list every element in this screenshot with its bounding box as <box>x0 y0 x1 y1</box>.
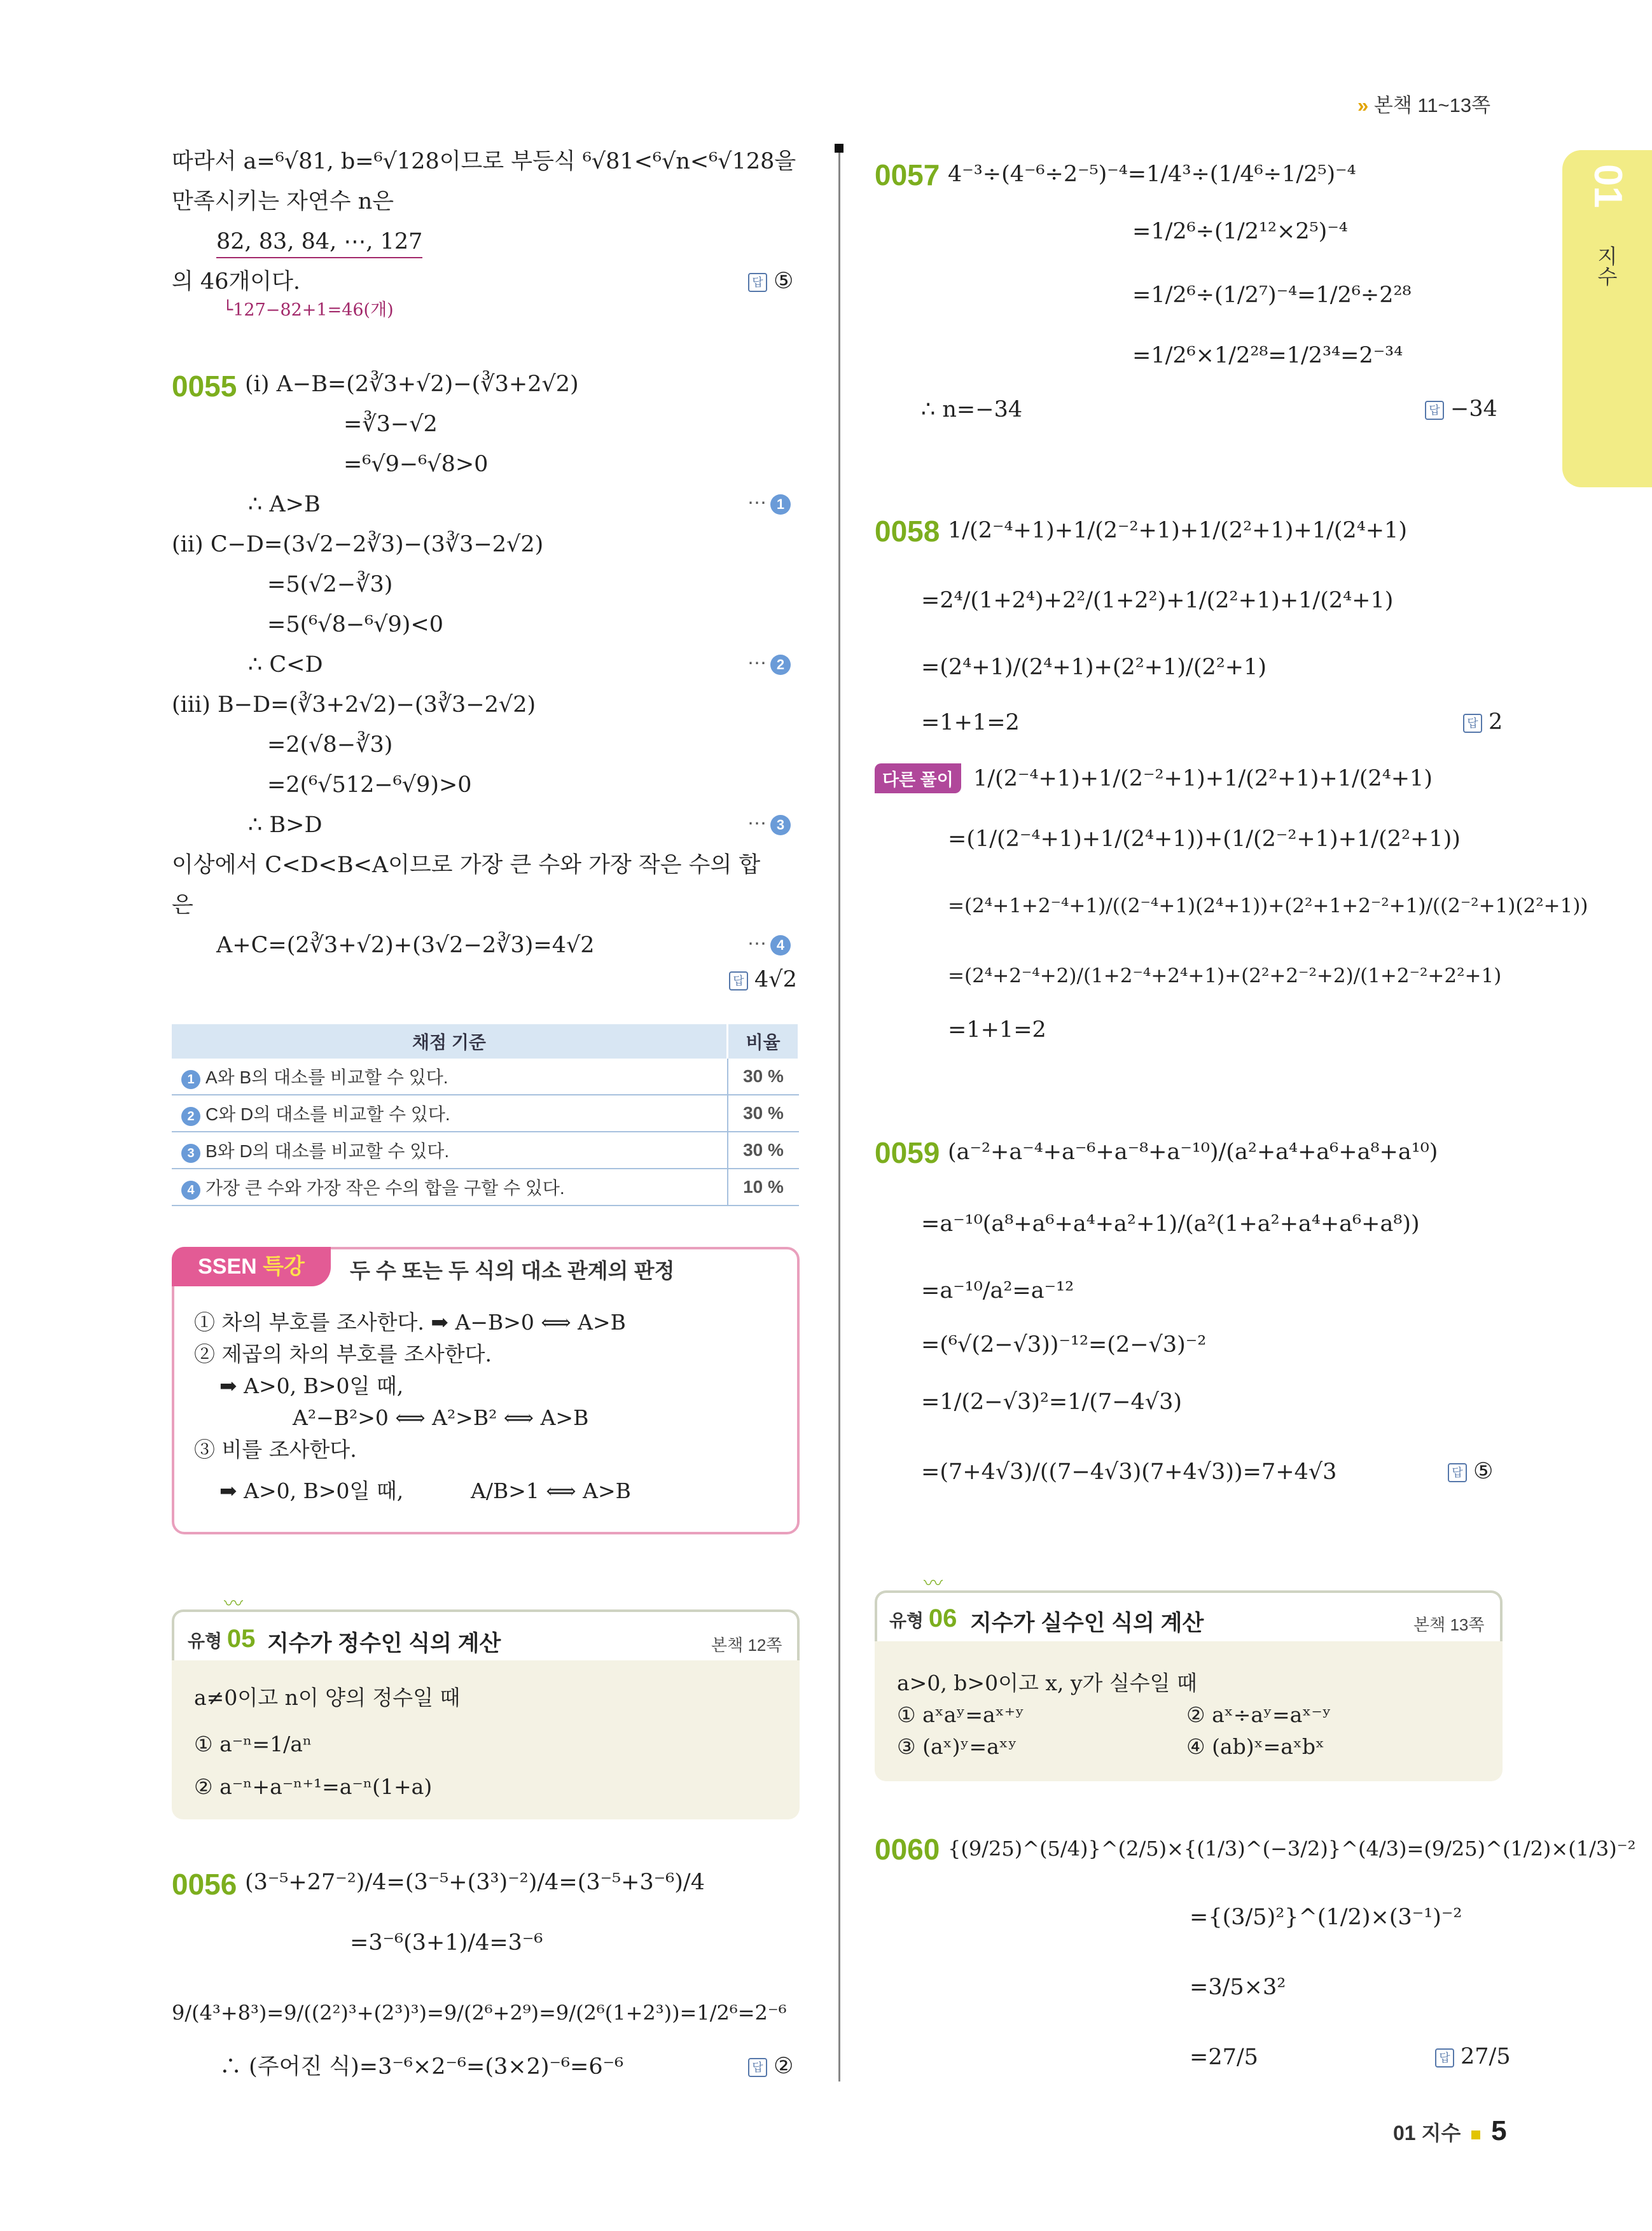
criteria-cell: 2 C와 D의 대소를 비교할 수 있다. <box>172 1095 728 1132</box>
intro-answer <box>748 268 793 294</box>
chapter-tab-label: 지수 <box>1595 246 1618 286</box>
type06-title: 지수가 실수인 식의 계산 <box>970 1611 1204 1636</box>
p0056-line-3: 9/(4³+8³)=9/((2²)³+(2³)³)=9/(2⁶+2⁹)=9/(2⁶(1+2³))=1/2⁶=2⁻⁶ <box>172 2001 787 2025</box>
criteria-cell: 3 B와 D의 대소를 비교할 수 있다. <box>172 1132 728 1169</box>
type05-title: 지수가 정수인 식의 계산 <box>267 1631 501 1656</box>
intro-line-1: 따라서 a=⁶√81, b=⁶√128이므로 부등식 ⁶√81<⁶√n<⁶√128을 <box>172 149 796 174</box>
step-marker-4: ⋯ 4 <box>747 933 791 956</box>
p0057-answer <box>1425 396 1497 422</box>
criteria-header: 채점 기준 <box>172 1024 728 1059</box>
answer-icon: 답 <box>1463 714 1482 733</box>
criteria-cell: 1 A와 B의 대소를 비교할 수 있다. <box>172 1059 728 1095</box>
type06-line-2: ① aˣaʸ=aˣ⁺ʸ <box>897 1702 1025 1727</box>
p0058-line-1: 1/(2⁻⁴+1)+1/(2⁻²+1)+1/(2²+1)+1/(2⁴+1) <box>948 518 1407 543</box>
p0058-line-4: =1+1=2 <box>921 710 1020 735</box>
problem-number-0057: 0057 <box>875 158 940 191</box>
problem-number-0059: 0059 <box>875 1136 940 1169</box>
p0057-line-2: =1/2⁶÷(1/2¹²×2⁵)⁻⁴ <box>1132 219 1348 244</box>
type06-ref: 본책 13쪽 <box>1413 1615 1485 1634</box>
criteria-cell: 4 가장 큰 수와 가장 작은 수의 합을 구할 수 있다. <box>172 1169 728 1206</box>
p0057-line-1: 4⁻³÷(4⁻⁶÷2⁻⁵)⁻⁴=1/4³÷(1/4⁶÷1/2⁵)⁻⁴ <box>948 162 1356 187</box>
type06-line-3: ② aˣ÷aʸ=aˣ⁻ʸ <box>1186 1702 1331 1727</box>
ratio-cell: 30 % <box>728 1132 799 1169</box>
p0060-line-4: =27/5 <box>1190 2045 1258 2070</box>
p0057-line-5: ∴ n=−34 <box>921 397 1023 422</box>
p0058-alt-line-3: =(2⁴+1+2⁻⁴+1)/((2⁻⁴+1)(2⁴+1))+(2²+1+2⁻²+1)/((2⁻²+1)(2²+1)) <box>948 894 1588 917</box>
problem-number-0058: 0058 <box>875 515 940 548</box>
type06-line-4: ③ (aˣ)ʸ=aˣʸ <box>897 1734 1017 1759</box>
table-row <box>172 1095 799 1132</box>
p0060-line-3: =3/5×3² <box>1190 1975 1286 2000</box>
ssen-badge-label: 특강 <box>263 1255 305 1279</box>
p0056-answer-value: ② <box>774 2054 794 2079</box>
p0059-line-2: =a⁻¹⁰(a⁸+a⁶+a⁴+a²+1)/(a²(1+a²+a⁴+a⁶+a⁸)) <box>921 1211 1420 1237</box>
table-row <box>172 1059 799 1095</box>
chapter-tab-number: 01 <box>1586 164 1630 208</box>
page-footer <box>1393 2115 1507 2147</box>
p0059-line-1: (a⁻²+a⁻⁴+a⁻⁶+a⁻⁸+a⁻¹⁰)/(a²+a⁴+a⁶+a⁸+a¹⁰) <box>948 1139 1438 1165</box>
type05-label: 유형 05 <box>188 1625 256 1653</box>
p0055-line-6: =5(√2−∛3) <box>267 572 393 597</box>
footer-chapter: 01 지수 <box>1393 2122 1461 2144</box>
p0055-line-2: =∛3−√2 <box>344 412 438 437</box>
page-number: 5 <box>1491 2115 1507 2146</box>
ssen-title: 두 수 또는 두 식의 대소 관계의 판정 <box>350 1259 675 1282</box>
intro-line-2: 만족시키는 자연수 n은 <box>172 189 394 214</box>
intro-note: └127−82+1=46(개) <box>223 300 394 320</box>
problem-number-0056: 0056 <box>172 1868 237 1901</box>
p0055-line-7: =5(⁶√8−⁶√9)<0 <box>267 612 444 637</box>
p0059-answer <box>1448 1459 1493 1484</box>
p0055-line-3: =⁶√9−⁶√8>0 <box>344 452 489 477</box>
ssen-line-6: ➡ A>0, B>0일 때, <box>219 1478 404 1503</box>
ssen-line-1: ① 차의 부호를 조사한다. ➡ A−B>0 ⟺ A>B <box>194 1310 626 1335</box>
type05-ref: 본책 12쪽 <box>711 1636 782 1655</box>
p0055-line-9: (iii) B−D=(∛3+2√2)−(3∛3−2√2) <box>172 692 536 718</box>
p0058-answer-value: 2 <box>1489 709 1503 735</box>
ssen-line-5: ③ 비를 조사한다. <box>194 1437 357 1462</box>
p0060-line-2: ={(3/5)²}^(1/2)×(3⁻¹)⁻² <box>1190 1905 1462 1930</box>
p0058-line-3: =(2⁴+1)/(2⁴+1)+(2²+1)/(2²+1) <box>921 655 1267 680</box>
p0058-line-2: =2⁴/(1+2⁴)+2²/(1+2²)+1/(2²+1)+1/(2⁴+1) <box>921 588 1394 613</box>
page-ref-text: 본책 11~13쪽 <box>1373 94 1491 116</box>
p0055-line-11: =2(⁶√512−⁶√9)>0 <box>267 772 472 798</box>
ratio-header: 비율 <box>728 1024 799 1059</box>
step-marker-3: ⋯ 3 <box>747 812 791 835</box>
p0057-line-4: =1/2⁶×1/2²⁸=1/2³⁴=2⁻³⁴ <box>1132 343 1403 368</box>
type05-number: 05 <box>226 1625 256 1653</box>
p0056-answer <box>748 2054 793 2079</box>
type06-number: 06 <box>928 1604 957 1632</box>
column-divider-cap <box>835 144 843 153</box>
p0058-alt-line-1: 1/(2⁻⁴+1)+1/(2⁻²+1)+1/(2²+1)+1/(2⁴+1) <box>973 766 1433 791</box>
p0056-line-4: ∴ (주어진 식)=3⁻⁶×2⁻⁶=(3×2)⁻⁶=6⁻⁶ <box>219 2054 624 2080</box>
chapter-tab[interactable] <box>1562 150 1652 487</box>
step-marker-1: ⋯ 1 <box>747 492 791 515</box>
scoring-criteria-table <box>172 1024 800 1206</box>
intro-line-4: 의 46개이다. <box>172 269 301 295</box>
problem-number-0055: 0055 <box>172 370 237 403</box>
ssen-line-6b: A/B>1 ⟺ A>B <box>471 1478 631 1503</box>
ratio-cell: 30 % <box>728 1059 799 1095</box>
intro-answer-value: ⑤ <box>774 268 794 294</box>
p0059-line-3: =a⁻¹⁰/a²=a⁻¹² <box>921 1278 1074 1303</box>
square-bullet-icon <box>1471 2130 1480 2139</box>
step-marker-2: ⋯ 2 <box>747 652 791 675</box>
p0056-line-2: =3⁻⁶(3+1)/4=3⁻⁶ <box>350 1930 543 1956</box>
p0059-line-4: =(⁶√(2−√3))⁻¹²=(2−√3)⁻² <box>921 1332 1207 1358</box>
problem-number-0060: 0060 <box>875 1833 940 1866</box>
p0055-line-8: ∴ C<D <box>248 652 323 678</box>
table-row <box>172 1132 799 1169</box>
p0055-line-12: ∴ B>D <box>248 812 323 838</box>
page-ref <box>1357 89 1490 118</box>
p0060-line-1: {(9/25)^(5/4)}^(2/5)×{(1/3)^(−3/2)}^(4/3)=(9/25)^(1/2)×(1/3)⁻² <box>948 1837 1636 1861</box>
p0055-line-14: 은 <box>172 893 193 918</box>
p0059-line-6: =(7+4√3)/((7−4√3)(7+4√3))=7+4√3 <box>921 1459 1337 1485</box>
answer-icon: 답 <box>729 971 748 990</box>
ssen-line-3: ➡ A>0, B>0일 때, <box>219 1373 404 1398</box>
p0055-answer-value: 4√2 <box>754 967 797 992</box>
p0058-alt-line-2: =(1/(2⁻⁴+1)+1/(2⁴+1))+(1/(2⁻²+1)+1/(2²+1)) <box>948 826 1461 852</box>
column-divider <box>838 145 840 2082</box>
p0059-answer-value: ⑤ <box>1473 1459 1494 1484</box>
p0055-line-1: (i) A−B=(2∛3+√2)−(∛3+2√2) <box>245 372 579 397</box>
p0060-answer <box>1435 2044 1511 2069</box>
ssen-badge-text: SSEN <box>198 1255 257 1279</box>
answer-icon: 답 <box>1448 1463 1467 1482</box>
answer-icon: 답 <box>748 2058 767 2077</box>
wave-icon: 〰 <box>924 1573 943 1595</box>
p0058-answer <box>1463 709 1503 735</box>
alternative-solution-badge: 다른 풀이 <box>875 763 961 793</box>
type05-line-2: ① a⁻ⁿ=1/aⁿ <box>194 1732 312 1756</box>
type06-line-1: a>0, b>0이고 x, y가 실수일 때 <box>897 1671 1197 1695</box>
p0058-alt-line-4: =(2⁴+2⁻⁴+2)/(1+2⁻⁴+2⁴+1)+(2²+2⁻²+2)/(1+2⁻²+2²+1) <box>948 964 1502 987</box>
p0055-line-15: A+C=(2∛3+√2)+(3√2−2∛3)=4√2 <box>216 933 595 958</box>
p0059-line-5: =1/(2−√3)²=1/(7−4√3) <box>921 1389 1183 1415</box>
table-row <box>172 1169 799 1206</box>
type05-line-1: a≠0이고 n이 양의 정수일 때 <box>194 1685 461 1710</box>
p0055-line-13: 이상에서 C<D<B<A이므로 가장 큰 수와 가장 작은 수의 합 <box>172 852 761 878</box>
criteria-header-row <box>172 1024 799 1059</box>
ssen-line-4: A²−B²>0 ⟺ A²>B² ⟺ A>B <box>293 1405 589 1430</box>
p0056-line-1: (3⁻⁵+27⁻²)/4=(3⁻⁵+(3³)⁻²)/4=(3⁻⁵+3⁻⁶)/4 <box>245 1870 705 1895</box>
p0057-line-3: =1/2⁶÷(1/2⁷)⁻⁴=1/2⁶÷2²⁸ <box>1132 282 1412 308</box>
intro-line-3: 82, 83, 84, ⋯, 127 <box>216 226 422 258</box>
wave-icon: 〰 <box>224 1593 243 1615</box>
p0057-answer-value: −34 <box>1450 396 1497 422</box>
double-chevron-icon: » <box>1357 94 1369 116</box>
type05-line-3: ② a⁻ⁿ+a⁻ⁿ⁺¹=a⁻ⁿ(1+a) <box>194 1774 433 1799</box>
ratio-cell: 30 % <box>728 1095 799 1132</box>
ssen-badge <box>172 1247 331 1286</box>
answer-icon: 답 <box>1425 401 1444 420</box>
p0060-answer-value: 27/5 <box>1461 2044 1511 2069</box>
p0055-answer <box>729 967 797 992</box>
ratio-cell: 10 % <box>728 1169 799 1206</box>
p0055-line-10: =2(√8−∛3) <box>267 732 393 758</box>
p0055-line-4: ∴ A>B <box>248 492 321 517</box>
p0058-alt-line-5: =1+1=2 <box>948 1017 1046 1043</box>
answer-icon: 답 <box>1435 2048 1454 2068</box>
answer-icon: 답 <box>748 273 767 292</box>
ssen-line-2: ② 제곱의 차의 부호를 조사한다. <box>194 1342 492 1366</box>
type06-line-5: ④ (ab)ˣ=aˣbˣ <box>1186 1734 1325 1759</box>
p0055-line-5: (ii) C−D=(3√2−2∛3)−(3∛3−2√2) <box>172 532 544 557</box>
type06-label: 유형 06 <box>889 1604 957 1632</box>
